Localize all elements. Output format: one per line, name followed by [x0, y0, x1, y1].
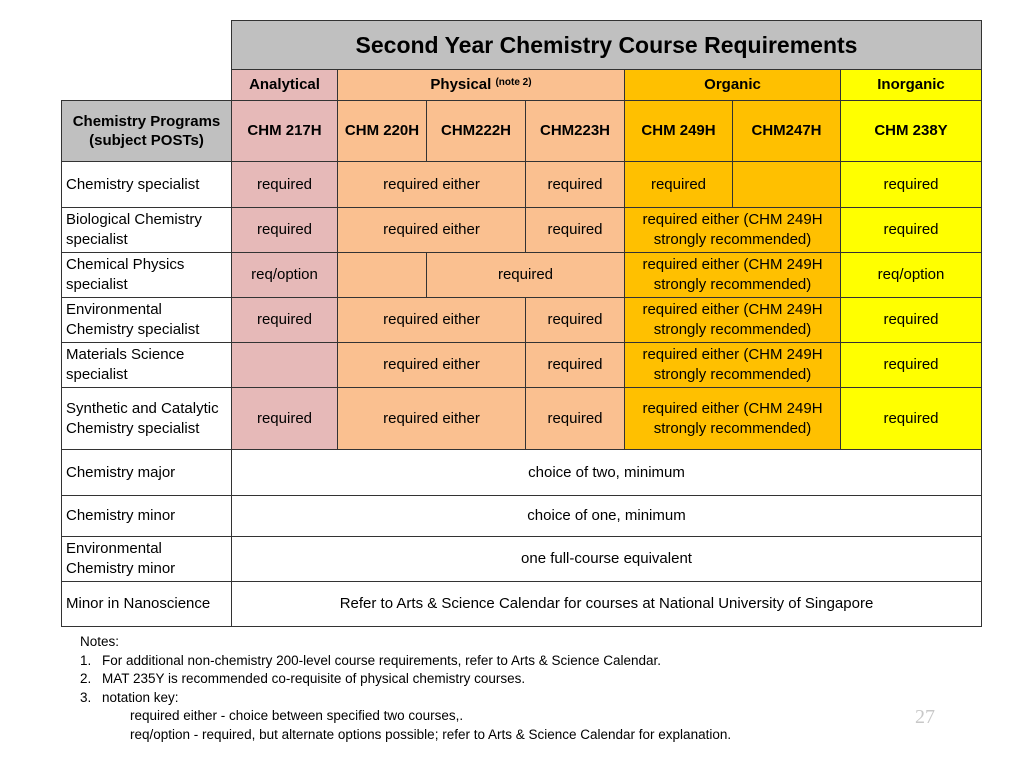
- req-cell: required: [526, 208, 625, 253]
- course-chm217h: CHM 217H: [232, 101, 338, 162]
- req-cell: required: [526, 343, 625, 388]
- req-cell: required either: [338, 298, 526, 343]
- req-cell: required either (CHM 249H strongly recommended): [625, 343, 841, 388]
- programs-header: Chemistry Programs (subject POSTs): [62, 101, 232, 162]
- area-physical: Physical $^{(note 2)}$: [338, 70, 625, 101]
- program-name: Synthetic and Catalytic Chemistry specialist: [62, 388, 232, 450]
- req-cell: req/option: [232, 253, 338, 298]
- req-cell: required: [841, 343, 982, 388]
- program-name: Materials Science specialist: [62, 343, 232, 388]
- req-cell: required: [427, 253, 625, 298]
- req-cell: required: [526, 298, 625, 343]
- req-cell: required either (CHM 249H strongly recommended): [625, 253, 841, 298]
- requirements-table: [61, 20, 982, 627]
- program-name: Chemistry specialist: [62, 162, 232, 208]
- page-number: 27: [915, 706, 935, 728]
- req-cell: required: [526, 162, 625, 208]
- course-chm222h: CHM222H: [427, 101, 526, 162]
- req-cell: required: [841, 298, 982, 343]
- notes-heading: Notes:: [80, 634, 120, 649]
- key-required-either: required either - choice between specified two courses,.: [130, 708, 464, 723]
- program-name: Chemistry major: [62, 450, 232, 496]
- area-inorganic: Inorganic: [841, 70, 982, 101]
- req-cell: required: [232, 388, 338, 450]
- req-cell: choice of two, minimum: [232, 450, 982, 496]
- req-cell: required: [526, 388, 625, 450]
- req-cell: required either: [338, 388, 526, 450]
- req-cell: required: [232, 208, 338, 253]
- req-cell: required: [625, 162, 733, 208]
- req-cell: required either: [338, 208, 526, 253]
- req-cell: required: [841, 388, 982, 450]
- req-cell: required: [841, 208, 982, 253]
- req-cell: required: [232, 162, 338, 208]
- req-cell: required: [841, 162, 982, 208]
- physical-note: (note 2): [495, 77, 532, 88]
- program-name: Environmental Chemistry minor: [62, 537, 232, 582]
- req-cell: req/option: [841, 253, 982, 298]
- course-chm223h: CHM223H: [526, 101, 625, 162]
- req-cell: required either (CHM 249H strongly recommended): [625, 208, 841, 253]
- req-cell: choice of one, minimum: [232, 496, 982, 537]
- notes: [80, 633, 731, 744]
- note-item: 3. notation key:: [80, 689, 179, 705]
- req-cell: [232, 343, 338, 388]
- course-chm247h: CHM247H: [733, 101, 841, 162]
- table-title: Second Year Chemistry Course Requirements: [232, 21, 982, 70]
- note-item: 2. MAT 235Y is recommended co-requisite of physical chemistry courses.: [80, 671, 526, 686]
- req-cell: Refer to Arts & Science Calendar for courses at National University of Singapore: [232, 582, 982, 627]
- area-organic: Organic: [625, 70, 841, 101]
- course-chm238y: CHM 238Y: [841, 101, 982, 162]
- area-analytical: Analytical: [232, 70, 338, 101]
- req-cell: required either: [338, 162, 526, 208]
- program-name: Chemical Physics specialist: [62, 253, 232, 298]
- req-cell: one full-course equivalent: [232, 537, 982, 582]
- program-name: Biological Chemistry specialist: [62, 208, 232, 253]
- course-chm249h: CHM 249H: [625, 101, 733, 162]
- req-cell: [338, 253, 427, 298]
- req-cell: required: [232, 298, 338, 343]
- req-cell: [733, 162, 841, 208]
- req-cell: required either (CHM 249H strongly recommended): [625, 388, 841, 450]
- req-cell: required either: [338, 343, 526, 388]
- note-item: 1. For additional non-chemistry 200-level course requirements, refer to Arts & Science Calendar.: [80, 652, 662, 668]
- program-name: Minor in Nanoscience: [62, 582, 232, 627]
- key-req-option: req/option - required, but alternate options possible; refer to Arts & Science Calendar for explanation.: [130, 726, 732, 742]
- program-name: Environmental Chemistry specialist: [62, 298, 232, 343]
- program-name: Chemistry minor: [62, 496, 232, 537]
- course-chm220h: CHM 220H: [338, 101, 427, 162]
- req-cell: required either (CHM 249H strongly recommended): [625, 298, 841, 343]
